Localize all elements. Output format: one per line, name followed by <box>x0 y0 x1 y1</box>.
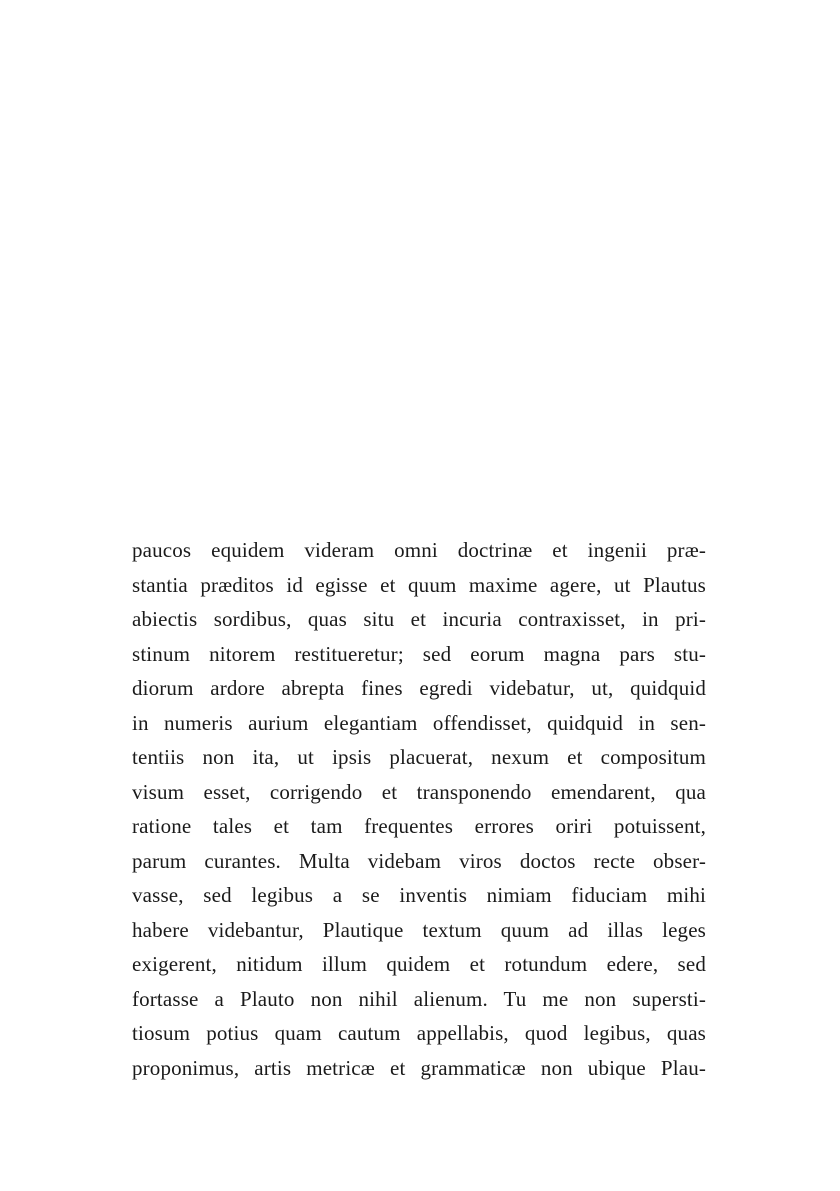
text-line: ratione tales et tam frequentes errores oriri potuissent, <box>132 814 706 838</box>
text-line: tiosum potius quam cautum appellabis, quod legibus, quas <box>132 1021 706 1045</box>
text-line: diorum ardore abrepta fines egredi videbatur, ut, quidquid <box>132 676 706 700</box>
text-line: visum esset, corrigendo et transponendo emendarent, qua <box>132 779 706 804</box>
text-line: abiectis sordibus, quas situ et incuria contraxisset, in pri- <box>132 607 706 631</box>
text-line: stinum nitorem restitueretur; sed eorum magna pars stu- <box>132 641 706 666</box>
text-line: parum curantes. Multa videbam viros doctos recte obser- <box>132 848 706 873</box>
text-line: proponimus, artis metricæ et grammaticæ non ubique Plau- <box>132 1055 706 1080</box>
text-line: exigerent, nitidum illum quidem et rotundum edere, sed <box>132 952 706 976</box>
text-line: tentiis non ita, ut ipsis placuerat, nexum et compositum <box>132 745 706 769</box>
text-line: vasse, sed legibus a se inventis nimiam fiduciam mihi <box>132 883 706 907</box>
text-line: fortasse a Plauto non nihil alienum. Tu me non supersti- <box>132 986 706 1011</box>
text-line: in numeris aurium elegantiam offendisset, quidquid in sen- <box>132 710 706 735</box>
text-line: habere videbantur, Plautique textum quum ad illas leges <box>132 917 706 942</box>
text-line: stantia præditos id egisse et quum maxime agere, ut Plautus <box>132 572 706 597</box>
text-line: paucos equidem videram omni doctrinæ et ingenii præ- <box>132 538 706 562</box>
body-text <box>132 533 706 1085</box>
